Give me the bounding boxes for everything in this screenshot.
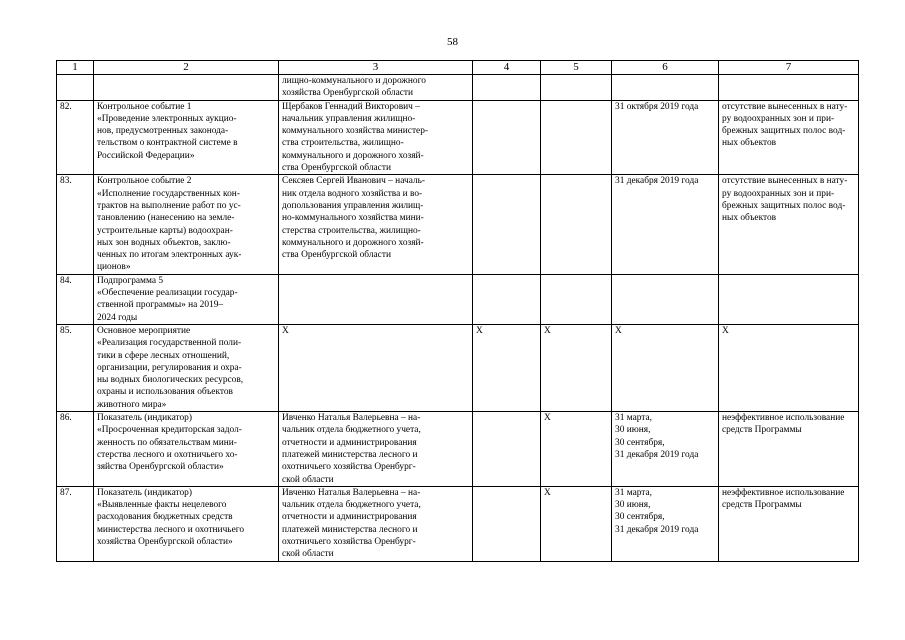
responsible-person: Ивченко Наталья Валерьевна – на- чальник отдела бюджетного учета, отчетности и администрирования платежей министерства лесного и охотничьего хозяйства Оренбург- ской области (279, 412, 473, 487)
row-number: 82. (57, 100, 94, 175)
column-5-cell: X (541, 324, 612, 411)
column-4-cell (473, 175, 541, 274)
deadline: X (612, 324, 719, 411)
column-5-cell (541, 75, 612, 101)
responsible-person: X (279, 324, 473, 411)
column-4-cell (473, 412, 541, 487)
column-4-cell: X (473, 324, 541, 411)
deadline: 31 марта, 30 июня, 30 сентября, 31 декабря 2019 года (612, 412, 719, 487)
page-number: 58 (447, 36, 458, 48)
event-name: Показатель (индикатор) «Просроченная кредиторская задол- женность по обязательствам мини- стерства лесного и охотничьего хо- зяйства Оренбургской области» (94, 412, 279, 487)
column-4-cell (473, 75, 541, 101)
event-name: Контрольное событие 1 «Проведение электронных аукцио- нов, предусмотренных законода- тельством о контрактной системе в Российской Федерации» (94, 100, 279, 175)
table-row (57, 486, 859, 561)
risk-description: X (719, 324, 859, 411)
event-name: Основное мероприятие «Реализация государственной поли- тики в сфере лесных отношений, организации, регулирования и охра- ны водных биологических ресурсов, охраны и использования объектов животного мира» (94, 324, 279, 411)
table-row (57, 100, 859, 175)
table-row (57, 175, 859, 274)
column-header: 2 (94, 61, 279, 75)
risk-description: отсутствие вынесенных в нату- ру водоохранных зон и при- брежных защитных полос вод- ных объектов (719, 100, 859, 175)
column-4-cell (473, 274, 541, 324)
column-5-cell: X (541, 412, 612, 487)
row-number: 86. (57, 412, 94, 487)
column-header: 3 (279, 61, 473, 75)
column-header: 6 (612, 61, 719, 75)
column-5-cell (541, 274, 612, 324)
table-row (57, 324, 859, 411)
event-name: Показатель (индикатор) «Выявленные факты нецелевого расходования бюджетных средств министерства лесного и охотничьего хозяйства Оренбургской области» (94, 486, 279, 561)
event-name: Контрольное событие 2 «Исполнение государственных кон- трактов на выполнение работ по ус- тановлению (нанесению на земле- устроительные карты) водоохран- ных зон водных объектов, заклю- ченных по итогам электронных аук- ционов» (94, 175, 279, 274)
row-number: 87. (57, 486, 94, 561)
column-5-cell (541, 175, 612, 274)
event-name: Подпрограмма 5 «Обеспечение реализации государ- ственной программы» на 2019– 2024 годы (94, 274, 279, 324)
column-header: 5 (541, 61, 612, 75)
row-number: 85. (57, 324, 94, 411)
plan-table (56, 60, 859, 562)
deadline: 31 октября 2019 года (612, 100, 719, 175)
responsible-person: лищно-коммунального и дорожного хозяйства Оренбургской области (279, 75, 473, 101)
deadline: 31 марта, 30 июня, 30 сентября, 31 декабря 2019 года (612, 486, 719, 561)
table-row (57, 75, 859, 101)
risk-description: неэффективное использование средств Программы (719, 412, 859, 487)
responsible-person: Сексяев Сергей Иванович – началь- ник отдела водного хозяйства и во- допользования управления жилищ- но-коммунального хозяйства мини- стерства строительства, жилищно- коммунального и дорожного хозяй- ства Оренбургской области (279, 175, 473, 274)
column-5-cell (541, 100, 612, 175)
column-header: 1 (57, 61, 94, 75)
row-number (57, 75, 94, 101)
risk-description (719, 75, 859, 101)
column-4-cell (473, 486, 541, 561)
column-5-cell: X (541, 486, 612, 561)
column-4-cell (473, 100, 541, 175)
table-row (57, 274, 859, 324)
column-header: 4 (473, 61, 541, 75)
deadline: 31 декабря 2019 года (612, 175, 719, 274)
table-row (57, 412, 859, 487)
deadline (612, 75, 719, 101)
risk-description (719, 274, 859, 324)
column-header: 7 (719, 61, 859, 75)
row-number: 84. (57, 274, 94, 324)
row-number: 83. (57, 175, 94, 274)
responsible-person: Щербаков Геннадий Викторович – начальник управления жилищно- коммунального хозяйства министер- ства строительства, жилищно- коммунального и дорожного хозяй- ства Оренбургской области (279, 100, 473, 175)
risk-description: отсутствие вынесенных в нату- ру водоохранных зон и при- брежных защитных полос вод- ных объектов (719, 175, 859, 274)
header-row (57, 61, 859, 75)
responsible-person (279, 274, 473, 324)
responsible-person: Ивченко Наталья Валерьевна – на- чальник отдела бюджетного учета, отчетности и администрирования платежей министерства лесного и охотничьего хозяйства Оренбург- ской области (279, 486, 473, 561)
risk-description: неэффективное использование средств Программы (719, 486, 859, 561)
deadline (612, 274, 719, 324)
event-name (94, 75, 279, 101)
